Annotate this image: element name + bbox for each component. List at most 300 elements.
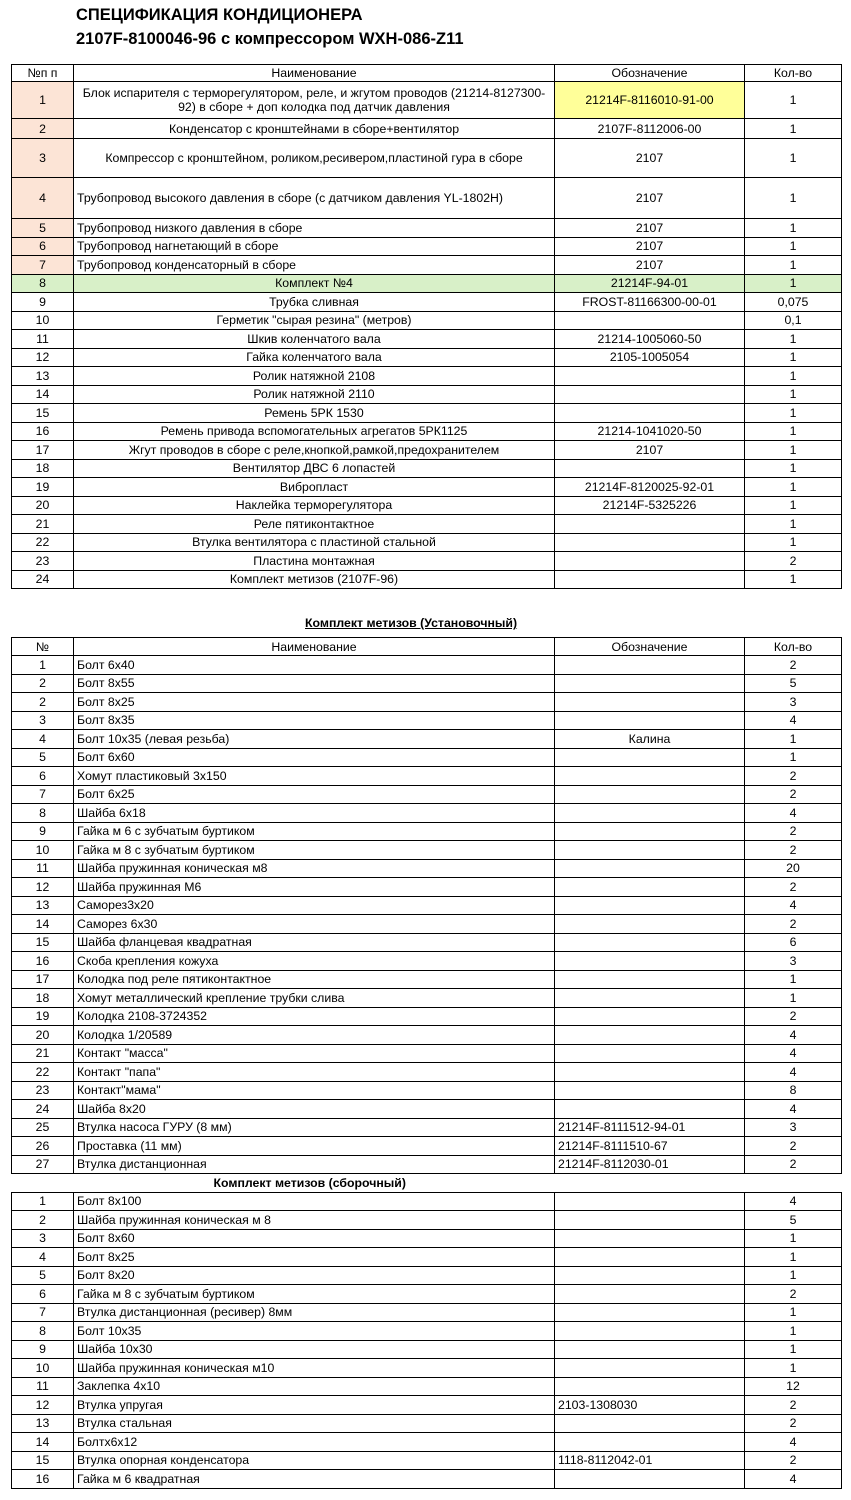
- table-row: [12, 552, 842, 571]
- install-kit-table: [11, 637, 842, 1489]
- row-number: 9: [12, 293, 74, 312]
- table-row: [12, 1266, 842, 1285]
- item-quantity: 4: [745, 1100, 842, 1119]
- row-number: 9: [12, 822, 74, 841]
- item-code: [555, 404, 745, 423]
- item-code: [555, 711, 745, 730]
- item-quantity: 1: [745, 970, 842, 989]
- item-name: Болт 6х40: [74, 656, 555, 675]
- item-code: [555, 785, 745, 804]
- row-number: 20: [12, 496, 74, 515]
- item-name: Ремень 5РК 1530: [74, 404, 555, 423]
- table-row: [12, 896, 842, 915]
- item-name: Шайба 10х30: [74, 1340, 555, 1359]
- table-row: [12, 1414, 842, 1433]
- item-quantity: 2: [745, 1414, 842, 1433]
- table-row: [12, 915, 842, 934]
- item-code: 2103-1308030: [555, 1396, 745, 1415]
- item-code: [555, 1100, 745, 1119]
- row-number: 17: [12, 441, 74, 460]
- row-number: 8: [12, 274, 74, 293]
- item-quantity: 2: [745, 1396, 842, 1415]
- item-name: Болт 10х35: [74, 1322, 555, 1341]
- table-row: [12, 1229, 842, 1248]
- item-name: Хомут пластиковый 3х150: [74, 767, 555, 786]
- item-quantity: 4: [745, 1063, 842, 1082]
- item-name: Колодка 2108-3724352: [74, 1007, 555, 1026]
- table-row: [12, 841, 842, 860]
- table-row: [12, 256, 842, 275]
- item-code: 21214-1005060-50: [555, 330, 745, 349]
- item-quantity: 1: [745, 1229, 842, 1248]
- table-row: [12, 970, 842, 989]
- item-quantity: 1: [745, 385, 842, 404]
- item-code: FROST-81166300-00-01: [555, 293, 745, 312]
- row-number: 21: [12, 1044, 74, 1063]
- table-row: [12, 422, 842, 441]
- item-name: Болт 8х35: [74, 711, 555, 730]
- table-row: [12, 693, 842, 712]
- row-number: 12: [12, 878, 74, 897]
- item-quantity: 1: [745, 367, 842, 386]
- item-name: Хомут металлический крепление трубки слива: [74, 989, 555, 1008]
- row-number: 15: [12, 404, 74, 423]
- row-number: 24: [12, 570, 74, 589]
- row-number: 7: [12, 1303, 74, 1322]
- item-quantity: 1: [745, 422, 842, 441]
- table-row: [12, 119, 842, 139]
- item-quantity: 1: [745, 139, 842, 178]
- item-code: [555, 1340, 745, 1359]
- item-code: [555, 859, 745, 878]
- item-quantity: 2: [745, 767, 842, 786]
- item-quantity: 1: [745, 1359, 842, 1378]
- row-number: 10: [12, 311, 74, 330]
- row-number: 19: [12, 478, 74, 497]
- item-name: Болт 8х55: [74, 674, 555, 693]
- table-row: [12, 1192, 842, 1211]
- row-number: 1: [12, 656, 74, 675]
- item-name: Заклепка 4х10: [74, 1377, 555, 1396]
- item-quantity: 3: [745, 693, 842, 712]
- item-quantity: 1: [745, 274, 842, 293]
- assembly-kit-title-row: [12, 1174, 842, 1193]
- item-name: Комплект №4: [74, 274, 555, 293]
- item-name: Втулка упругая: [74, 1396, 555, 1415]
- table-row: [12, 1451, 842, 1470]
- row-number: 1: [12, 82, 74, 119]
- item-quantity: 12: [745, 1377, 842, 1396]
- row-number: 22: [12, 1063, 74, 1082]
- item-code: 2107: [555, 219, 745, 238]
- item-code: [555, 933, 745, 952]
- item-name: Трубопровод нагнетающий в сборе: [74, 237, 555, 256]
- row-number: 13: [12, 367, 74, 386]
- row-number: 11: [12, 1377, 74, 1396]
- item-quantity: 4: [745, 711, 842, 730]
- row-number: 13: [12, 1414, 74, 1433]
- item-quantity: 1: [745, 1266, 842, 1285]
- item-name: Втулка вентилятора с пластиной стальной: [74, 533, 555, 552]
- item-name: Блок испарителя с терморегулятором, реле, и жгутом проводов (21214-8127300-92) в сборе + доп колодка под датчик давления: [74, 82, 555, 119]
- item-code: [555, 952, 745, 971]
- row-number: 15: [12, 1451, 74, 1470]
- item-quantity: 4: [745, 1433, 842, 1452]
- item-quantity: 0,075: [745, 293, 842, 312]
- table-row: [12, 1303, 842, 1322]
- row-number: 5: [12, 1266, 74, 1285]
- item-quantity: 2: [745, 1137, 842, 1156]
- item-quantity: 2: [745, 915, 842, 934]
- item-quantity: 1: [745, 237, 842, 256]
- item-code: [555, 311, 745, 330]
- table-row: [12, 441, 842, 460]
- row-number: 19: [12, 1007, 74, 1026]
- table-row: [12, 1377, 842, 1396]
- item-code: [555, 1470, 745, 1489]
- table-row: [12, 1396, 842, 1415]
- item-code: [555, 1026, 745, 1045]
- item-name: Гайка м 8 с зубчатым буртиком: [74, 841, 555, 860]
- main-spec-table: [11, 64, 842, 589]
- item-code: [555, 1081, 745, 1100]
- item-name: Проставка (11 мм): [74, 1137, 555, 1156]
- row-number: 26: [12, 1137, 74, 1156]
- item-code: [555, 1229, 745, 1248]
- item-name: Колодка под реле пятиконтактное: [74, 970, 555, 989]
- item-code: [555, 1044, 745, 1063]
- item-quantity: 4: [745, 1192, 842, 1211]
- table-row: [12, 1248, 842, 1267]
- item-code: 21214F-8120025-92-01: [555, 478, 745, 497]
- table-row: [12, 674, 842, 693]
- item-quantity: 4: [745, 896, 842, 915]
- item-code: 1118-8112042-01: [555, 1451, 745, 1470]
- table-row: [12, 348, 842, 367]
- row-number: 10: [12, 841, 74, 860]
- item-name: Шайба пружинная коническая м10: [74, 1359, 555, 1378]
- table-row: [12, 656, 842, 675]
- item-code: [555, 1063, 745, 1082]
- item-code: [555, 1248, 745, 1267]
- item-name: Колодка 1/20589: [74, 1026, 555, 1045]
- item-name: Гайка м 6 квадратная: [74, 1470, 555, 1489]
- table-header-row: [12, 638, 842, 656]
- item-quantity: 2: [745, 552, 842, 571]
- table-row: [12, 748, 842, 767]
- item-code: 21214F-8111512-94-01: [555, 1118, 745, 1137]
- item-name: Гайка коленчатого вала: [74, 348, 555, 367]
- item-code: [555, 896, 745, 915]
- item-name: Болт 8х25: [74, 693, 555, 712]
- item-quantity: 2: [745, 1285, 842, 1304]
- item-code: 21214F-8112030-01: [555, 1155, 745, 1174]
- item-name: Шайба 8х20: [74, 1100, 555, 1119]
- row-number: 4: [12, 1248, 74, 1267]
- row-number: 5: [12, 748, 74, 767]
- column-header: Наименование: [74, 638, 555, 656]
- table-row: [12, 570, 842, 589]
- row-number: 12: [12, 1396, 74, 1415]
- item-name: Шайба 6х18: [74, 804, 555, 823]
- table-row: [12, 367, 842, 386]
- item-name: Болт 6х60: [74, 748, 555, 767]
- item-name: Втулка насоса ГУРУ (8 мм): [74, 1118, 555, 1137]
- item-name: Шайба фланцевая квадратная: [74, 933, 555, 952]
- item-code: [555, 674, 745, 693]
- row-number: 6: [12, 237, 74, 256]
- item-quantity: 1: [745, 989, 842, 1008]
- item-quantity: 2: [745, 1007, 842, 1026]
- table-row: [12, 219, 842, 238]
- table-row: [12, 952, 842, 971]
- item-code: [555, 1192, 745, 1211]
- table-row: [12, 878, 842, 897]
- item-name: Вентилятор ДВС 6 лопастей: [74, 459, 555, 478]
- table-row: [12, 1044, 842, 1063]
- item-quantity: 1: [745, 748, 842, 767]
- item-code: 21214F-8116010-91-00: [555, 82, 745, 119]
- item-quantity: 1: [745, 1248, 842, 1267]
- item-code: 21214-1041020-50: [555, 422, 745, 441]
- item-code: [555, 1359, 745, 1378]
- item-quantity: 1: [745, 348, 842, 367]
- item-quantity: 4: [745, 804, 842, 823]
- table-row: [12, 1285, 842, 1304]
- column-header: Кол-во: [745, 65, 842, 82]
- table-row: [12, 404, 842, 423]
- table-row: [12, 933, 842, 952]
- table-row: [12, 82, 842, 119]
- column-header: №: [12, 638, 74, 656]
- row-number: 8: [12, 804, 74, 823]
- row-number: 2: [12, 119, 74, 139]
- table-row: [12, 478, 842, 497]
- item-quantity: 4: [745, 1026, 842, 1045]
- item-name: Герметик "сырая резина" (метров): [74, 311, 555, 330]
- item-quantity: 2: [745, 841, 842, 860]
- item-name: Трубопровод низкого давления в сборе: [74, 219, 555, 238]
- table-row: [12, 1137, 842, 1156]
- table-row: [12, 237, 842, 256]
- item-quantity: 1: [745, 82, 842, 119]
- item-code: [555, 1414, 745, 1433]
- table-row: [12, 1007, 842, 1026]
- table-row: [12, 293, 842, 312]
- row-number: 16: [12, 1470, 74, 1489]
- table-row: [12, 515, 842, 534]
- install-kit-title: Комплект метизов (Установочный): [305, 616, 518, 630]
- item-name: Скоба крепления кожуха: [74, 952, 555, 971]
- table-row: [12, 533, 842, 552]
- item-code: [555, 693, 745, 712]
- item-code: [555, 1322, 745, 1341]
- row-number: 17: [12, 970, 74, 989]
- item-name: Ролик натяжной 2110: [74, 385, 555, 404]
- row-number: 24: [12, 1100, 74, 1119]
- table-row: [12, 1340, 842, 1359]
- item-name: Наклейка терморегулятора: [74, 496, 555, 515]
- item-code: [555, 989, 745, 1008]
- item-quantity: 2: [745, 1155, 842, 1174]
- item-code: [555, 385, 745, 404]
- item-code: [555, 748, 745, 767]
- item-code: [555, 1007, 745, 1026]
- item-code: 2107: [555, 237, 745, 256]
- table-row: [12, 1100, 842, 1119]
- item-name: Контакт "масса": [74, 1044, 555, 1063]
- item-quantity: 5: [745, 674, 842, 693]
- item-code: [555, 533, 745, 552]
- item-name: Болт 6х25: [74, 785, 555, 804]
- table-row: [12, 822, 842, 841]
- row-number: 6: [12, 1285, 74, 1304]
- row-number: 2: [12, 1211, 74, 1230]
- row-number: 25: [12, 1118, 74, 1137]
- table-row: [12, 804, 842, 823]
- table-row: [12, 459, 842, 478]
- item-name: Гайка м 8 с зубчатым буртиком: [74, 1285, 555, 1304]
- item-code: [555, 767, 745, 786]
- item-name: Болтх6х12: [74, 1433, 555, 1452]
- table-row: [12, 1211, 842, 1230]
- table-header-row: [12, 65, 842, 82]
- row-number: 6: [12, 767, 74, 786]
- row-number: 23: [12, 1081, 74, 1100]
- item-name: Втулка дистанционная (ресивер) 8мм: [74, 1303, 555, 1322]
- item-name: Саморез3х20: [74, 896, 555, 915]
- column-header: Наименование: [74, 65, 555, 82]
- item-quantity: 5: [745, 1211, 842, 1230]
- table-row: [12, 1155, 842, 1174]
- item-code: Калина: [555, 730, 745, 749]
- item-code: [555, 552, 745, 571]
- item-name: Втулка опорная конденсатора: [74, 1451, 555, 1470]
- item-quantity: 2: [745, 822, 842, 841]
- row-number: 10: [12, 1359, 74, 1378]
- item-quantity: 1: [745, 1340, 842, 1359]
- item-quantity: 0,1: [745, 311, 842, 330]
- item-code: [555, 1303, 745, 1322]
- item-quantity: 2: [745, 878, 842, 897]
- item-code: 21214F-8111510-67: [555, 1137, 745, 1156]
- item-code: [555, 1211, 745, 1230]
- item-quantity: 1: [745, 570, 842, 589]
- row-number: 18: [12, 459, 74, 478]
- item-quantity: 3: [745, 1118, 842, 1137]
- item-quantity: 8: [745, 1081, 842, 1100]
- item-name: Контакт"мама": [74, 1081, 555, 1100]
- row-number: 7: [12, 785, 74, 804]
- item-name: Пластина монтажная: [74, 552, 555, 571]
- item-code: 21214F-94-01: [555, 274, 745, 293]
- table-row: [12, 385, 842, 404]
- document-title-line1: СПЕЦИФИКАЦИЯ КОНДИЦИОНЕРА: [76, 6, 363, 24]
- row-number: 18: [12, 989, 74, 1008]
- item-code: [555, 1377, 745, 1396]
- item-code: [555, 841, 745, 860]
- item-code: 2107: [555, 256, 745, 275]
- item-name: Трубка сливная: [74, 293, 555, 312]
- item-quantity: 1: [745, 533, 842, 552]
- item-quantity: 1: [745, 441, 842, 460]
- item-name: Ремень привода вспомогательных агрегатов 5РК1125: [74, 422, 555, 441]
- item-code: 2107: [555, 441, 745, 460]
- item-code: 21214F-5325226: [555, 496, 745, 515]
- row-number: 3: [12, 1229, 74, 1248]
- item-code: [555, 459, 745, 478]
- item-name: Трубопровод высокого давления в сборе (с датчиком давления YL-1802H): [74, 178, 555, 219]
- column-header: №п п: [12, 65, 74, 82]
- item-name: Болт 8х25: [74, 1248, 555, 1267]
- row-number: 23: [12, 552, 74, 571]
- table-row: [12, 496, 842, 515]
- item-quantity: 6: [745, 933, 842, 952]
- item-quantity: 1: [745, 515, 842, 534]
- item-name: Болт 8х100: [74, 1192, 555, 1211]
- row-number: 3: [12, 711, 74, 730]
- item-quantity: 1: [745, 496, 842, 515]
- item-quantity: 1: [745, 1322, 842, 1341]
- row-number: 2: [12, 674, 74, 693]
- item-code: [555, 656, 745, 675]
- table-row: [12, 1359, 842, 1378]
- row-number: 4: [12, 730, 74, 749]
- table-row: [12, 989, 842, 1008]
- table-row: [12, 767, 842, 786]
- row-number: 16: [12, 952, 74, 971]
- row-number: 11: [12, 859, 74, 878]
- item-code: [555, 970, 745, 989]
- item-name: Компрессор с кронштейном, роликом,ресивером,пластиной гура в сборе: [74, 139, 555, 178]
- row-number: 4: [12, 178, 74, 219]
- item-code: 2107: [555, 178, 745, 219]
- item-quantity: 1: [745, 119, 842, 139]
- item-name: Гайка м 6 с зубчатым буртиком: [74, 822, 555, 841]
- item-quantity: 1: [745, 478, 842, 497]
- item-code: [555, 515, 745, 534]
- item-quantity: 4: [745, 1470, 842, 1489]
- item-name: Ролик натяжной 2108: [74, 367, 555, 386]
- item-quantity: 2: [745, 785, 842, 804]
- row-number: 12: [12, 348, 74, 367]
- item-code: 2107: [555, 139, 745, 178]
- row-number: 21: [12, 515, 74, 534]
- row-number: 22: [12, 533, 74, 552]
- column-header: Кол-во: [745, 638, 842, 656]
- row-number: 9: [12, 1340, 74, 1359]
- assembly-kit-title: Комплект метизов (сборочный): [213, 1175, 406, 1190]
- column-header: Обозначение: [555, 65, 745, 82]
- row-number: 16: [12, 422, 74, 441]
- item-code: 2107F-8112006-00: [555, 119, 745, 139]
- table-row: [12, 1063, 842, 1082]
- table-row: [12, 311, 842, 330]
- row-number: 8: [12, 1322, 74, 1341]
- item-name: Шайба пружинная коническая м8: [74, 859, 555, 878]
- row-number: 14: [12, 385, 74, 404]
- row-number: 7: [12, 256, 74, 275]
- item-code: [555, 367, 745, 386]
- item-quantity: 4: [745, 1044, 842, 1063]
- item-name: Жгут проводов в сборе с реле,кнопкой,рамкой,предохранителем: [74, 441, 555, 460]
- table-row: [12, 859, 842, 878]
- document-title-line2: 2107F-8100046-96 с компрессором WXH-086-Z11: [76, 30, 464, 48]
- row-number: 13: [12, 896, 74, 915]
- item-code: [555, 1285, 745, 1304]
- table-row: [12, 785, 842, 804]
- item-code: [555, 804, 745, 823]
